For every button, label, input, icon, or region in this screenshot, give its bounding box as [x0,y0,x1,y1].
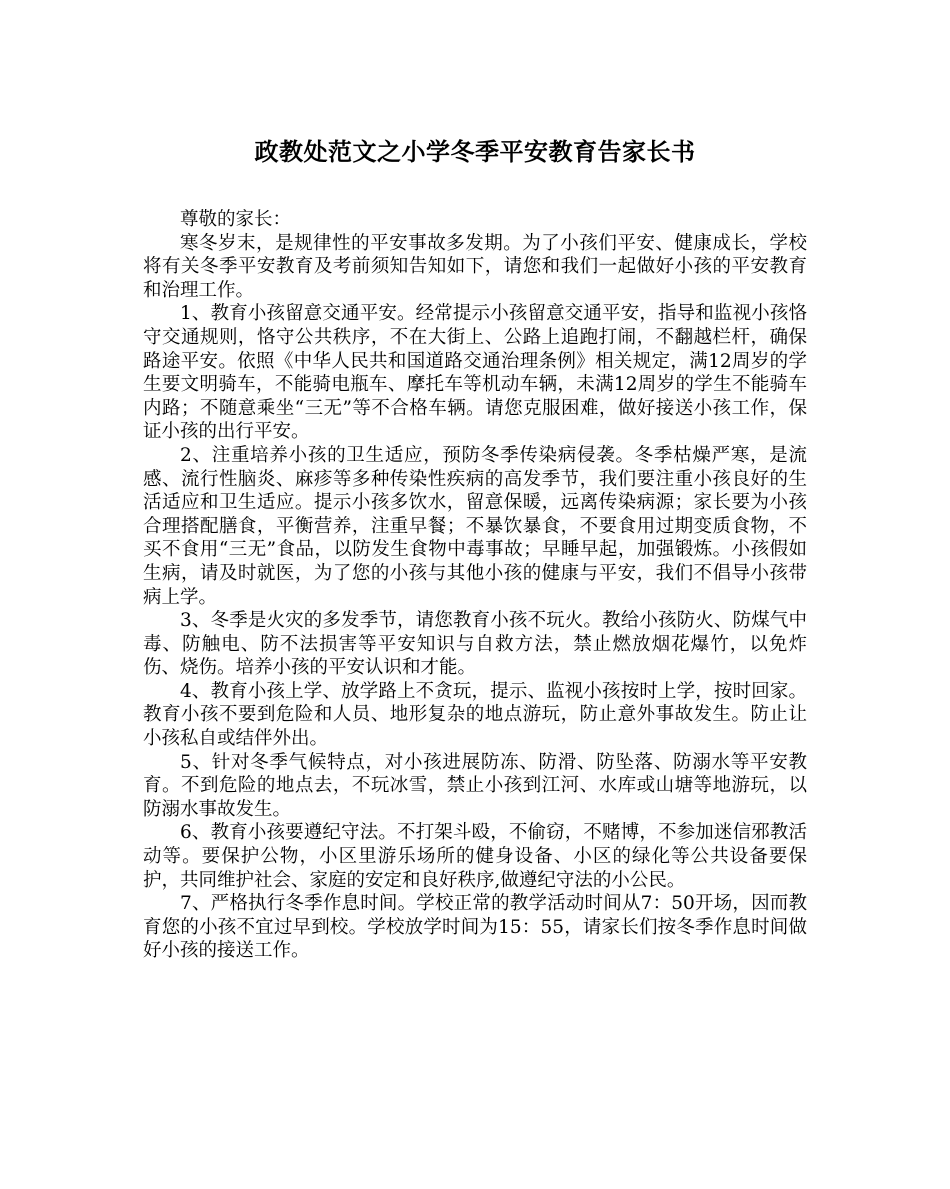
paragraph-traffic-safety: 1、教育小孩留意交通平安。经常提示小孩留意交通平安，指导和监视小孩恪守交通规则，恪守公共秩序，不在大街上、公路上追跑打闹，不翻越栏杆，确保路途平安。依照《中华人民共和国道路交通治理条例》相关规定，满12周岁的学生要文明骑车，不能骑电瓶车、摩托车等机动车辆，未满12周岁的学生不能骑车内路；不随意乘坐“三无”等不合格车辆。请您克服困难，做好接送小孩工作，保证小孩的出行平安。 [143,303,807,443]
paragraph-schedule: 7、严格执行冬季作息时间。学校正常的教学活动时间从7：50开场，因而教育您的小孩不宜过早到校。学校放学时间为15：55，请家长们按冬季作息时间做好小孩的接送工作。 [143,893,807,962]
document-body [143,208,807,963]
paragraph-law-abiding: 6、教育小孩要遵纪守法。不打架斗殴，不偷窃，不赌博，不参加迷信邪教活动等。要保护公物，小区里游乐场所的健身设备、小区的绿化等公共设备要保护，共同维护社会、家庭的安定和良好秩序,做遵纪守法的小公民。 [143,822,807,891]
paragraph-winter-hazards: 5、针对冬季气候特点，对小孩进展防冻、防滑、防坠落、防溺水等平安教育。不到危险的地点去，不玩冰雪，禁止小孩到江河、水库或山塘等地游玩，以防溺水事故发生。 [143,751,807,820]
document-title: 政教处范文之小学冬季平安教育告家长书 [254,137,696,166]
intro-paragraph: 寒冬岁末，是规律性的平安事故多发期。为了小孩们平安、健康成长，学校将有关冬季平安教育及考前须知告知如下，请您和我们一起做好小孩的平安教育和治理工作。 [143,232,807,301]
salutation: 尊敬的家长： [180,209,292,230]
paragraph-fire-safety: 3、冬季是火灾的多发季节，请您教育小孩不玩火。教给小孩防火、防煤气中毒、防触电、防不法损害等平安知识与自救方法，禁止燃放烟花爆竹，以免炸伤、烧伤。培养小孩的平安认识和才能。 [143,610,807,679]
paragraph-commute: 4、教育小孩上学、放学路上不贪玩，提示、监视小孩按时上学，按时回家。教育小孩不要到危险和人员、地形复杂的地点游玩，防止意外事故发生。防止让小孩私自或结伴外出。 [143,680,807,750]
paragraph-hygiene: 2、注重培养小孩的卫生适应，预防冬季传染病侵袭。冬季枯燥严寒，是流感、流行性脑炎、麻疹等多种传染性疾病的高发季节，我们要注重小孩良好的生活适应和卫生适应。提示小孩多饮水，留意保暖，远离传染病源；家长要为小孩合理搭配膳食，平衡营养，注重早餐；不暴饮暴食，不要食用过期变质食物，不买不食用“三无”食品，以防发生食物中毒事故；早睡早起，加强锻炼。小孩假如生病，请及时就医，为了您的小孩与其他小孩的健康与平安，我们不倡导小孩带病上学。 [143,444,807,608]
